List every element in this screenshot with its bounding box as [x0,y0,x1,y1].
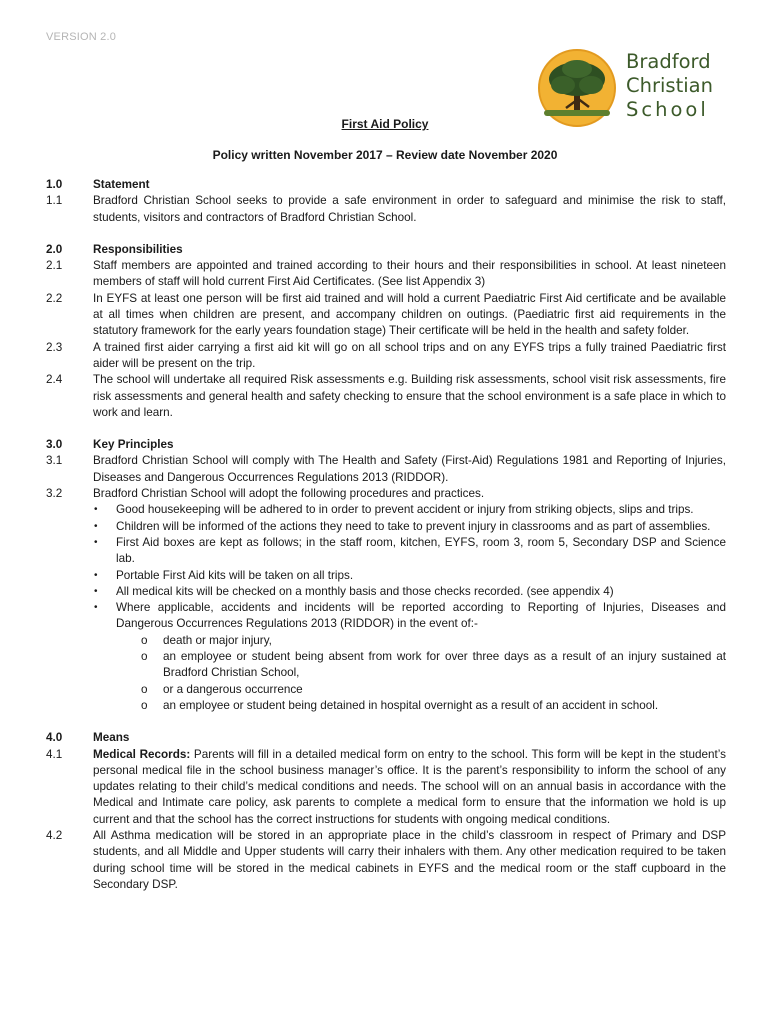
section-title: Responsibilities [93,242,183,256]
section-heading-4 [46,730,726,746]
section-title: Key Principles [93,438,174,452]
list-item [46,535,726,568]
clause-text: Staff members are appointed and trained according to their hours and their responsibilities in school. At least nineteen members of staff will hold current First Aid Certificates. (See list Appendix 3) [93,259,726,289]
clause-number: 3.2 [46,487,63,501]
list-item-text: Portable First Aid kits will be taken on all trips. [116,568,354,582]
list-item [46,519,726,535]
list-item-text: Good housekeeping will be adhered to in order to prevent accident or injury from striking objects, slips and trips. [116,503,694,517]
clause-number: 2.4 [46,373,63,387]
sub-list-item-text: an employee or student being absent from work for over three days as a result of an injury sustained at Bradford Christian School, [163,650,726,680]
sub-list-item-text: or a dangerous occurrence [163,682,303,696]
clause-2-3 [46,340,726,373]
section-number: 2.0 [46,242,63,256]
clause-number: 2.3 [46,340,63,354]
clause-2-1 [46,258,726,291]
tree-emblem-icon [536,48,626,128]
bullet-icon: • [94,602,98,614]
sub-list-item [46,649,726,682]
clause-number: 3.1 [46,454,63,468]
clause-2-2 [46,291,726,340]
clause-3-1 [46,453,726,486]
clause-text: Parents will fill in a detailed medical form on entry to the school. This form will be kept in the student’s personal medical file in the school business manager’s office. It is the parent’s responsibility to inform the school of any updates relating to their child’s medical conditions and needs. The school will on an annual basis in accordance with the Medical and Intimate care policy, ask parents to complete a medical form to ensure that the information we hold is up current and that the school has the correct instructions for students with ongoing medical conditions. [93,747,727,826]
sub-list-item-text: an employee or student being detained in hospital overnight as a result of an accident in school. [163,698,659,712]
clause-text: In EYFS at least one person will be first aid trained and will hold a current Paediatric First Aid certificate and be available at all times when children are present, and accompany children on outings. (Paediatric first aid requirements in the statutory framework for the early years foundation stage) Their certificate will be held in the health and safety folder. [93,291,726,338]
bullet-icon: • [94,569,98,581]
sub-list-item [46,633,726,649]
clause-label: Medical Records: [93,747,191,761]
clause-text: All Asthma medication will be stored in an appropriate place in the child’s classroom in respect of Primary and DSP students, and all Middle and Upper students will carry their inhalers with them. Any other medication required to be taken during school time will be stored in the medical cabinets in EYFS and the medical room or the staff cupboard in the Secondary DSP. [93,828,726,891]
version-label: VERSION 2.0 [46,31,117,43]
clause-4-1 [46,747,726,828]
policy-body [46,177,726,893]
clause-2-4 [46,372,726,421]
clause-number: 4.2 [46,828,63,842]
sub-list-item [46,698,726,714]
section-heading-2 [46,242,726,258]
logo-text-line3: School [626,98,709,121]
sub-list-item-text: death or major injury, [163,633,272,647]
clause-3-2 [46,486,726,502]
page-title: First Aid Policy [341,117,429,131]
clause-number: 2.2 [46,291,63,305]
logo-text-line1: Bradford [626,50,711,73]
list-item [46,502,726,518]
section-number: 3.0 [46,438,63,452]
clause-text: Bradford Christian School will adopt the following procedures and practices. [93,487,485,501]
bullet-icon: • [94,520,98,532]
bullet-icon: • [94,585,98,597]
section-heading-1 [46,177,726,193]
sub-bullet-icon: o [141,633,148,647]
section-heading-3 [46,437,726,453]
list-item-text: Where applicable, accidents and incidents will be reported according to Reporting of Injuries, Diseases and Dangerous Occurrences Regulations 2013 (RIDDOR) in the event of:- [116,601,726,631]
clause-text: Bradford Christian School will comply with The Health and Safety (First-Aid) Regulations 1981 and Reporting of Injuries, Diseases and Dangerous Occurrences Regulations 2013 (RIDDOR). [93,454,726,484]
clause-1-1 [46,193,726,226]
list-item [46,568,726,584]
school-logo [536,48,736,128]
section-title: Statement [93,178,150,191]
sub-bullet-icon: o [141,650,148,664]
logo-text-line2: Christian [626,74,713,97]
clause-text: Bradford Christian School seeks to provide a safe environment in order to safeguard and minimise the risk to staff, students, visitors and contractors of Bradford Christian School. [93,194,726,224]
bullet-icon: • [94,504,98,516]
list-item-text: First Aid boxes are kept as follows; in the staff room, kitchen, EYFS, room 3, room 5, Secondary DSP and Science lab. [116,535,726,566]
sub-bullet-icon: o [141,698,148,712]
section-number: 4.0 [46,731,63,745]
clause-number: 4.1 [46,747,63,761]
list-item [46,600,726,633]
section-number: 1.0 [46,178,63,191]
section-title: Means [93,731,130,745]
list-item-text: All medical kits will be checked on a monthly basis and those checks recorded. (see appendix 4) [116,584,614,598]
clause-text: A trained first aider carrying a first aid kit will go on all school trips and on any EYFS trips a fully trained Paediatric first aider will be present on the trip. [93,340,726,370]
policy-dates: Policy written November 2017 – Review date November 2020 [212,148,558,162]
sub-list-item [46,682,726,698]
clause-number: 1.1 [46,194,63,208]
clause-text: The school will undertake all required Risk assessments e.g. Building risk assessments, school visit risk assessments, fire risk assessments and general health and safety checking to ensure that the school environment is a safe place in which to work and learn. [93,373,726,419]
list-item [46,584,726,600]
bullet-icon: • [94,536,98,548]
clause-number: 2.1 [46,259,63,273]
clause-4-2 [46,828,726,893]
list-item-text: Children will be informed of the actions they need to take to prevent injury in classrooms and as part of assemblies. [116,519,711,533]
sub-bullet-icon: o [141,682,148,696]
